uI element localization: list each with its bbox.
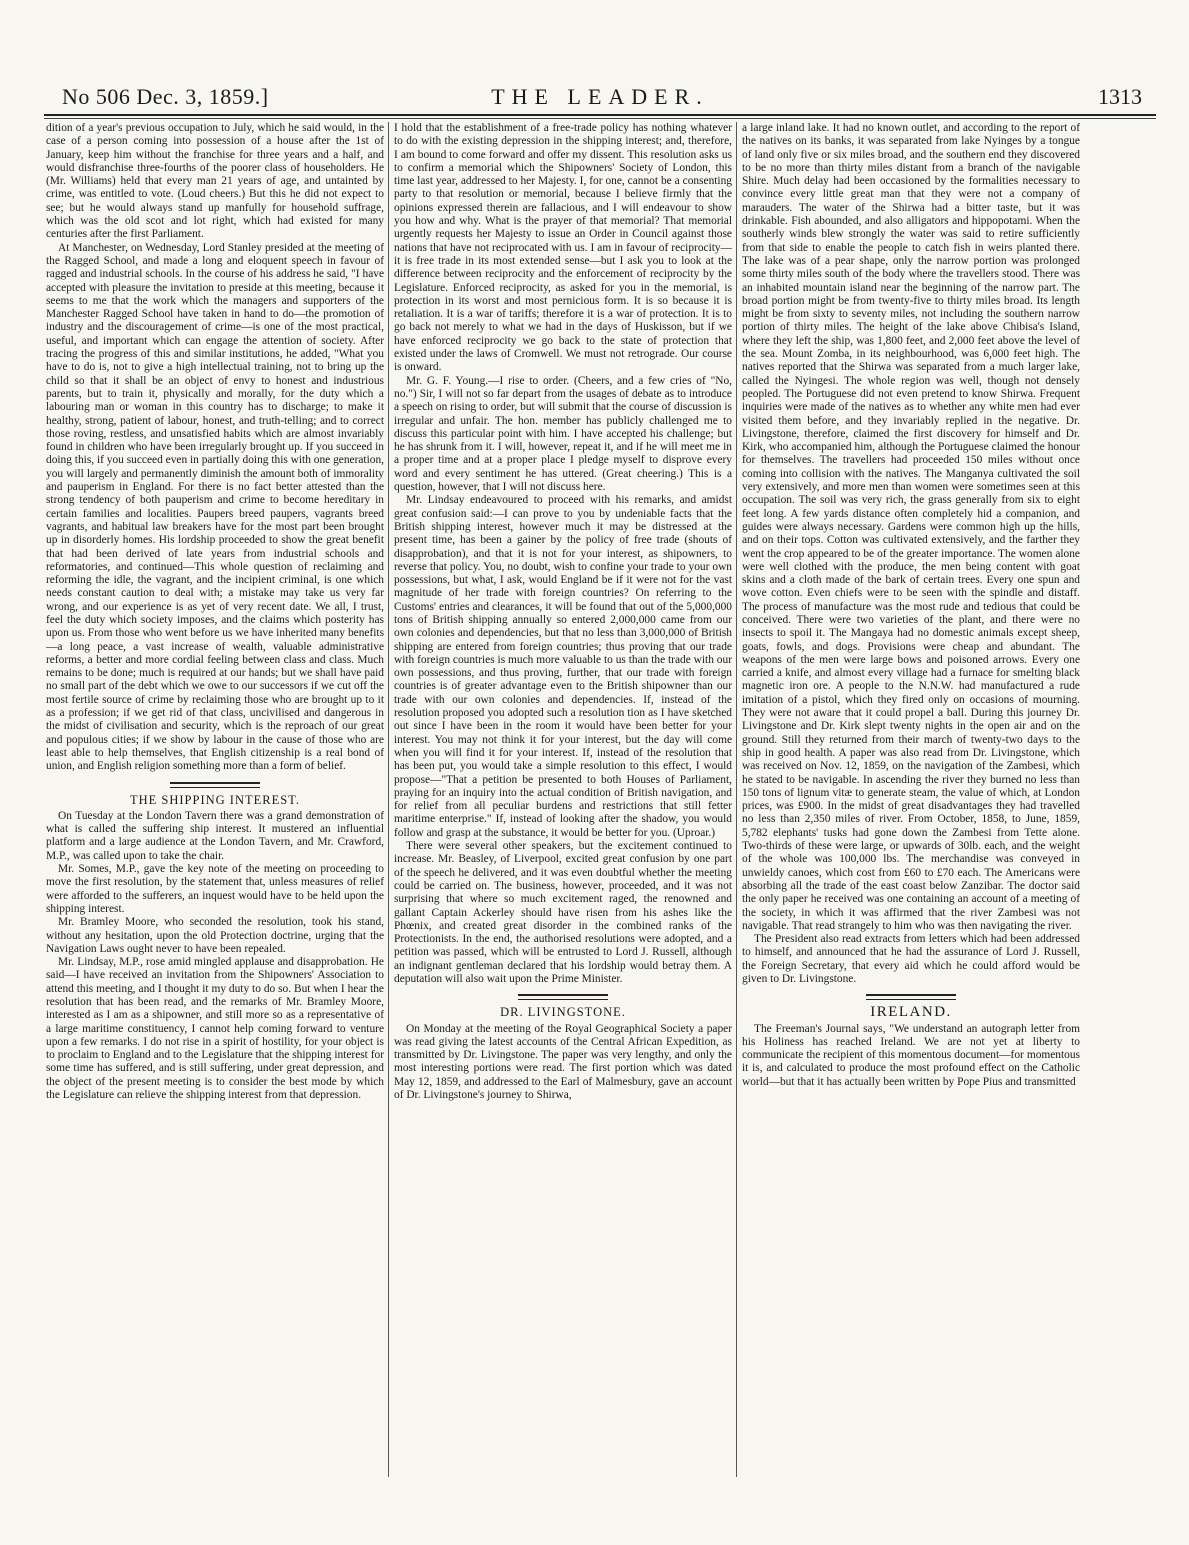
newspaper-title: THE LEADER. <box>491 84 709 109</box>
paragraph: At Manchester, on Wednesday, Lord Stanley presided at the meeting of the Ragged School, and made a long and eloquent speech in favour of ragged and industrial schools. In the course of his address he said, "I have accepted with pleasure the invitation to preside at this meeting, because it seems to me that the work which the managers and supporters of the Manchester Ragged School have taken in hand to do—the promotion of industry and the discouragement of crime—is one of the most practical, useful, and important which can engage the attention of society. After tracing the progress of this and similar institutions, he added, "What you have to do is, not to give a high intellectual training, not to bring up the child so that it shall be an object of envy to honest and industrious parents, but to train it, physically and morally, for the duty which a labouring man or woman in this country has to discharge; to make it healthy, strong, patient of labour, honest, and truth-telling; and to correct those roving, restless, and unsatisfied habits which are almost invariably found in children who have been irregularly brought up. If you succeed in doing this, if you succeed even in partially doing this with one generation, you will largely and permanently diminish the amount both of immorality and pauperism in England. For there is no fact better attested than the strong tendency of both pauperism and crime to become hereditary in certain families and localities. Paupers breed paupers, vagrants breed vagrants, and habitual law breakers have for the most part been brought up in disorderly homes. His lordship proceeded to show the great benefit that had been derived of late years from industrial schools and reformatories, and continued—This whole question of reclaiming and reforming the idle, the vagrant, and the incipient criminal, is one which needs constant caution to deal with; a mistake may take us very far wrong, and our experience is as yet of very recent date. We all, I trust, feel the duty which society imposes, and the claims which posterity has upon us. From those who went before us we have inherited many benefits—a long peace, a vast increase of wealth, valuable administrative reforms, a better and more cordial feeling between class and class. Much remains to be done; much is required at our hands; but we shall have paid no small part of the debt which we owe to our successors if we cut off the most fertile source of crime by reclaiming those who are brought up to it as a profession; if we get rid of that class, uncivilised and dangerous in the midst of civilisation and security, which is the reproach of our great and populous cities; if we show by labour in the cause of those who are least able to help themselves, that English citizenship is a real bond of union, and English religion something more than a form of belief. <box>46 241 384 773</box>
masthead <box>40 84 1160 118</box>
section-divider <box>518 994 608 1000</box>
masthead-rule <box>44 114 1156 116</box>
section-heading-shipping: THE SHIPPING INTEREST. <box>129 792 301 807</box>
paragraph: Mr. Lindsay endeavoured to proceed with his remarks, and amidst great confusion said:—I can prove to you by undeniable facts that the British shipping interest, however much it may be distressed at the present time, has been a gainer by the policy of free trade (shouts of disapprobation), and that it is not for your interest, as shipowners, to reverse that policy. You, no doubt, wish to confine your trade to your own possessions, but what, I ask, would England be if it were not for the vast magnitude of her trade with foreign countries? On referring to the Customs' entries and clearances, it will be found that out of the 5,000,000 tons of British shipping annually so entered 2,000,000 came from our own colonies and dependencies, but that no less than 3,000,000 of British shipping are entered from foreign countries; thus proving that our trade with foreign countries is much more valuable to us than the trade with our own possessions, and thus proving, further, that our trade with foreign countries is of greater advantage even to the British shipowner than our trade with our own colonies and dependencies. If, instead of the resolution proposed you adopted such a resolution tion as I have sketched out since I have been in the room it would have been better for your interest. You may not think it for your interest, but the day will come when you will find it for your interest. If, instead of the resolution that has been put, you would take a simple resolution to this effect, I would propose—"That a petition be presented to both Houses of Parliament, praying for an inquiry into the actual condition of British navigation, and for relief from all peculiar burdens and restrictions that still fetter maritime enterprise." If, instead of looking after the shadow, you would follow and grasp at the substance, it would be better for you. (Uproar.) <box>394 494 732 839</box>
page-number: 1313 <box>1098 84 1142 109</box>
paragraph: On Tuesday at the London Tavern there was a grand demonstration of what is called the suffering ship interest. It mustered an influential platform and a large audience at the London Tavern, and Mr. Crawford, M.P., was called upon to take the chair. <box>46 809 384 862</box>
column-rule-1 <box>388 122 389 1477</box>
paragraph: Mr. Somes, M.P., gave the key note of the meeting on proceeding to move the first resolution, by the statement that, unless measures of relief were afforded to the sufferers, an inquest would have to be held upon the shipping interest. <box>46 863 384 915</box>
masthead-rule-thin <box>44 118 1156 119</box>
column-3 <box>742 122 1080 1482</box>
paragraph: On Monday at the meeting of the Royal Geographical Society a paper was read giving the latest accounts of the Central African Expedition, as transmitted by Dr. Livingstone. The paper was very lengthy, and only the most interesting portions were read. The first portion which was dated May 12, 1859, and addressed to the Earl of Malmesbury, gave an account of Dr. Livingstone's journey to Shirwa, <box>394 1022 732 1102</box>
section-heading-livingstone: DR. LIVINGSTONE. <box>500 1005 626 1020</box>
paragraph: dition of a year's previous occupation to July, which he said would, in the case of a person coming into possession of a house after the 1st of January, keep him without the franchise for three years and a half, and would disfranchise three-fourths of the poorer class of householders. He (Mr. Williams) held that every man 21 years of age, and untainted by crime, was entitled to vote. (Loud cheers.) But this he did not expect to see; but he would always stand up manfully for household suffrage, which was the old scot and lot right, which had existed for many centuries after the first Parliament. <box>46 122 384 241</box>
paragraph: Mr. G. F. Young.—I rise to order. (Cheers, and a few cries of "No, no.") Sir, I will not so far depart from the usages of debate as to introduce a speech on rising to order, but will submit that the course of discussion is irregular and unfair. The hon. member has publicly challenged me to discuss this particular point with him. I have accepted his challenge; but he has shrunk from it. I will, however, repeat it, and if he will meet me in a proper time and at a proper place I pledge myself to disprove every word and every sentiment he has uttered. (Great cheering.) This is a question, however, that I will not discuss here. <box>394 374 732 494</box>
paragraph: The President also read extracts from letters which had been addressed to himself, and announced that he had the assurance of Lord J. Russell, the Foreign Secretary, that every aid which he could afford would be given to Dr. Livingstone. <box>742 933 1080 985</box>
column-2 <box>394 122 732 1482</box>
section-heading-ireland: IRELAND. <box>870 1004 952 1021</box>
paragraph: I hold that the establishment of a free-trade policy has nothing whatever to do with the existing depression in the shipping interest; and, therefore, I am bound to come forward and offer my dissent. This resolution asks us to confirm a memorial which the Shipowners' Society of London, this time last year, addressed to her Majesty. I, for one, cannot be a consenting party to that resolution or memorial, because I believe firmly that the opinions expressed therein are fallacious, and I will endeavour to show you how and why. What is the prayer of that memorial? That memorial urgently requests her Majesty to issue an Order in Council against those nations that have not reciprocated with us. I am in favour of reciprocity—it is free trade in its most extended sense—but I ask you to look at the difference between reciprocity and the enforcement of reciprocity by the Legislature. Enforced reciprocity, as asked for you in the memorial, is protection in its worst and most pernicious form. It is so because it is retaliation. It is a war of tariffs; therefore it is a war of protection. It is to go back not merely to what we had in the days of Huskisson, but if we have enforced reciprocity we go back to the state of protection that existed under the laws of Cromwell. We must not retrograde. Our course is onward. <box>394 122 732 374</box>
paragraph: Mr. Bramley Moore, who seconded the resolution, took his stand, without any hesitation, upon the old Protection doctrine, urging that the Navigation Laws ought never to have been repealed. <box>46 916 384 955</box>
section-divider <box>170 782 260 788</box>
column-rule-2 <box>736 122 737 1477</box>
section-divider <box>866 994 956 1000</box>
column-1 <box>46 122 384 1482</box>
paragraph: There were several other speakers, but the excitement continued to increase. Mr. Beasley, of Liverpool, excited great confusion by one part of the speech he delivered, and it was even doubtful whether the meeting could be carried on. The business, however, proceeded, and it was not surprising that where so much excitement raged, the renowned and gallant Captain Ackerley should have risen from his ashes like the Phœnix, and created great disorder in the combined ranks of the Protectionists. In the end, the authorised resolutions were adopted, and a petition was passed, which will be entrusted to Lord J. Russell, although an indignant gentleman declared that his lordship would betray them. A deputation will also wait upon the Prime Minister. <box>394 840 732 985</box>
paragraph: The Freeman's Journal says, "We understand an autograph letter from his Holiness has reached Ireland. We are not yet at liberty to communicate the recipient of this momentous document—for momentous it is, and calculated to produce the most profound effect on the Catholic world—but that it has actually been written by Pope Pius and transmitted <box>742 1022 1080 1088</box>
paragraph: Mr. Lindsay, M.P., rose amid mingled applause and disapprobation. He said—I have received an invitation from the Shipowners' Association to attend this meeting, and I thought it my duty to do so. But when I hear the resolution that has been read, and the remarks of Mr. Bramley Moore, interested as I am as a shipowner, and still more so as a representative of a large maritime constituency, I cannot help coming forward to venture upon a few remarks. I do not rise in a spirit of hostility, for your object is to proclaim to England and to the Legislature that the shipping interest for some time has suffered, and is still suffering, under great depression, and the object of the present meeting is to consider the best mode by which the Legislature can relieve the shipping interest from that depression. <box>46 956 384 1102</box>
paragraph: a large inland lake. It had no known outlet, and according to the report of the natives on its banks, it was separated from lake Nyinges by a tongue of land only five or six miles broad, and the southern end they discovered to be no more than thirty miles distant from a branch of the navigable Shire. Much delay had been occasioned by the formalities necessary to convince every little great man that they were not a company of marauders. The water of the Shirwa had a bitter taste, but it was drinkable. Fish abounded, and also alligators and hippopotami. When the southerly winds blew strongly the water was said to retire sufficiently from that side to enable the people to catch fish in weirs planted there. The lake was of a pear shape, only the narrow portion was prolonged some thirty miles south of the body where the travellers stood. There was an inhabited mountain island near the beginning of the narrow part. The broad portion might be from twenty-five to thirty miles broad. Its length might be from sixty to seventy miles, not including the southern narrow portion of thirty miles. The height of the lake above Chibisa's Island, where they left the ship, was 1,800 feet, and 2,000 feet above the level of the sea. Mount Zomba, in its neighbourhood, was 6,000 feet high. The natives reported that the Shirwa was separated from a much larger lake, called the Nyingesi. The whole region was well, though not densely peopled. The Portuguese did not even pretend to know Shirwa. Frequent inquiries were made of the natives as to whether any white men had ever visited them before, and they invariably replied in the negative. Dr. Livingstone, therefore, claimed the first discovery for himself and Dr. Kirk, who accompanied him, although the Portuguese claimed the honour for themselves. The travellers had proceeded 150 miles without once coming into collision with the natives. The Manganya cultivated the soil very extensively, and more men than women were sometimes seen at this occupation. The soil was very rich, the grass generally from six to eight feet long. A few yards distance often completely hid a companion, and guides were always necessary. Gardens were common high up the hills, and on their tops. Cotton was cultivated extensively, and the farther they went the crop appeared to be of the greater importance. The women alone were well clothed with the produce, the men being content with goat skins and a cloth made of the bark of certain trees. Every one spun and wove cotton. Even chiefs were to be seen with the spindle and distaff. The process of manufacture was the most rude and tedious that could be conceived. There were two varieties of the plant, and there were no insects to spoil it. The Mangaya had no domestic animals except sheep, goats, fowls, and dogs. Provisions were cheap and abundant. The weapons of the men were large bows and poisoned arrows. Every one carried a knife, and almost every village had a furnace for smelting black magnetic iron ore. A people to the N.N.W. had manufactured a rude imitation of a pistol, which they fired only on occasions of mourning. They were not aware that it could propel a ball. During this journey Dr. Livingstone and Dr. Kirk slept twenty nights in the open air and on the ground. Still they returned from their march of twenty-two days to the ship in good health. A paper was also read from Dr. Livingstone, which was received on Nov. 12, 1859, on the navigation of the Zambesi, which he stated to be navigable. In ascending the river they burned no less than 150 tons of lignum vitæ to generate steam, the value of which, at London prices, was £900. In the midst of great disadvantages they had travelled no less than 2,350 miles of river. From October, 1858, to June, 1859, 5,782 elephants' tusks had gone down the Zambesi from Tette alone. Two-thirds of these were large, or upwards of 30lb. each, and the weight of the whole was 100,000 lbs. The merchandise was conveyed in unwieldy canoes, which cost from £60 to £70 each. The Americans were absorbing all the trade of the east coast below Zanzibar. The doctor said the only paper he received was one containing an account of a meeting of the society, in which it was affirmed that the river Zambesi was not navigable. That read strangely to him who was then navigating the river. <box>742 122 1080 932</box>
issue-date: No 506 Dec. 3, 1859.] <box>62 84 269 109</box>
